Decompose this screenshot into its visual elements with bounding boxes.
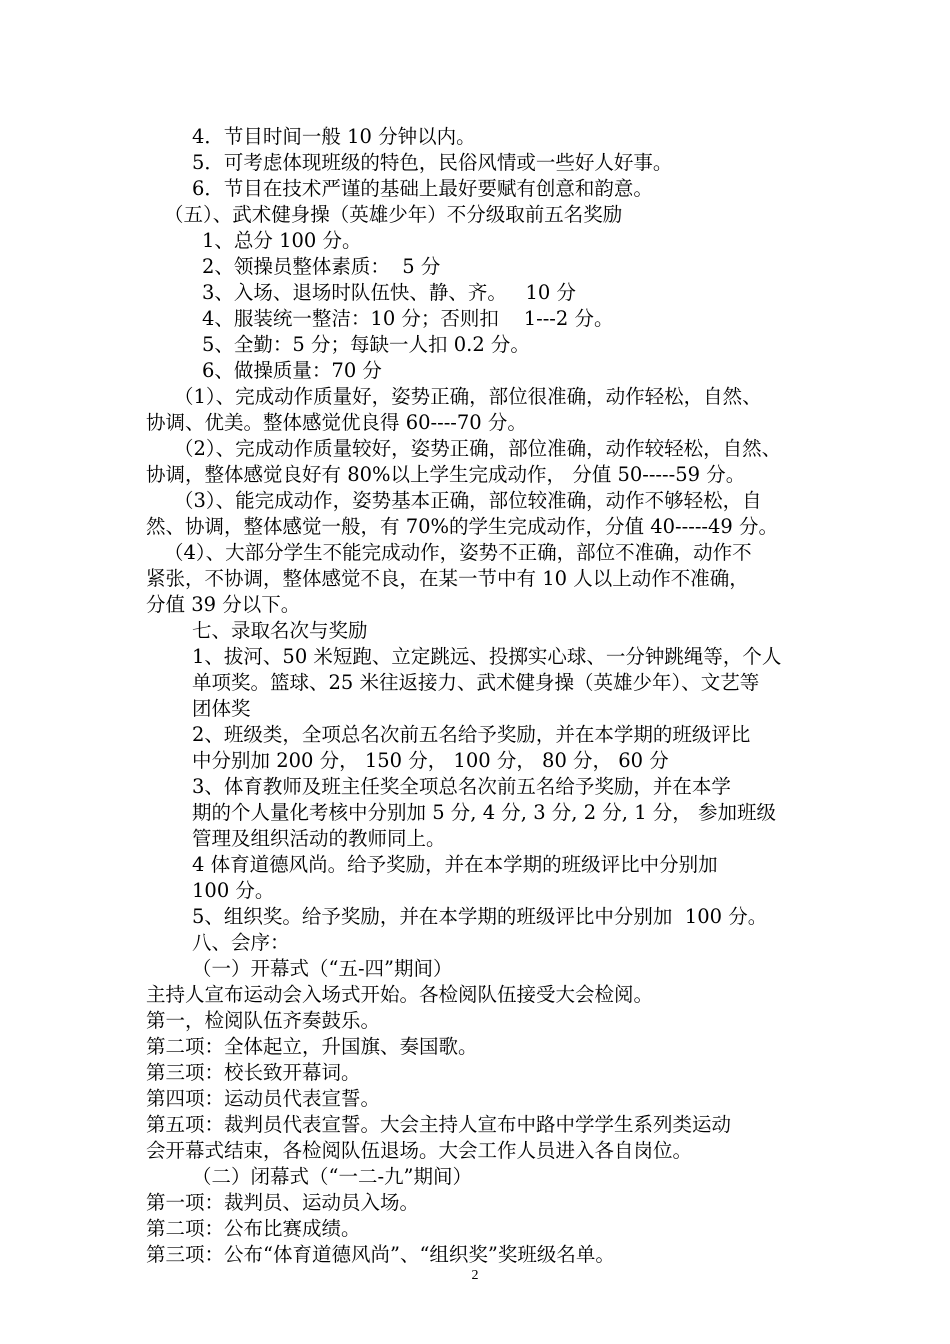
text-line: 第五项：裁判员代表宣誓。大会主持人宣布中路中学学生系列类运动 xyxy=(146,1113,732,1136)
text-line: 期的个人量化考核中分别加 5 分, 4 分, 3 分, 2 分, 1 分， 参加班级 xyxy=(192,801,777,824)
text-line: （2）、完成动作质量较好，姿势正确，部位准确，动作较轻松，自然、 xyxy=(174,437,782,460)
text-line: 6．节目在技术严谨的基础上最好要赋有创意和韵意。 xyxy=(192,177,653,200)
page-number: 2 xyxy=(471,1268,479,1283)
text-line: 紧张，不协调，整体感觉不良，在某一节中有 10 人以上动作不准确， xyxy=(146,567,749,590)
text-line: 1、总分 100 分。 xyxy=(202,229,362,252)
text-line: 2、领操员整体素质： 5 分 xyxy=(202,255,441,278)
text-line: 然、协调，整体感觉一般，有 70%的学生完成动作，分值 40-----49 分。 xyxy=(146,515,779,538)
text-line: 3、入场、退场时队伍快、静、齐。 10 分 xyxy=(202,281,577,304)
text-line: 会开幕式结束，各检阅队伍退场。大会工作人员进入各自岗位。 xyxy=(146,1139,693,1162)
text-line: 单项奖。篮球、25 米往返接力、武术健身操（英雄少年）、文艺等 xyxy=(192,671,760,694)
text-line: 第一，检阅队伍齐奏鼓乐。 xyxy=(146,1009,381,1032)
text-line: 5、组织奖。给予奖励，并在本学期的班级评比中分别加 100 分。 xyxy=(192,905,768,928)
section-heading: 七、录取名次与奖励 xyxy=(192,619,368,642)
text-line: 100 分。 xyxy=(192,879,275,902)
text-line: 1、拔河、50 米短跑、立定跳远、投掷实心球、一分钟跳绳等，个人 xyxy=(192,645,782,668)
text-line: 第二项：全体起立，升国旗、奏国歌。 xyxy=(146,1035,478,1058)
section-heading: （五）、武术健身操（英雄少年）不分级取前五名奖励 xyxy=(164,203,623,226)
sub-heading: （一）开幕式（“五-四”期间） xyxy=(192,957,453,980)
text-line: 协调、优美。整体感觉优良得 60----70 分。 xyxy=(146,411,527,434)
text-line: 2、班级类，全项总名次前五名给予奖励，并在本学期的班级评比 xyxy=(192,723,751,746)
text-line: 协调，整体感觉良好有 80%以上学生完成动作， 分值 50-----59 分。 xyxy=(146,463,746,486)
text-line: 4．节目时间一般 10 分钟以内。 xyxy=(192,125,476,148)
sub-heading: （二）闭幕式（“一二-九”期间） xyxy=(192,1165,473,1188)
text-line: 3、体育教师及班主任奖全项总名次前五名给予奖励，并在本学 xyxy=(192,775,731,798)
text-line: （1）、完成动作质量好，姿势正确，部位很准确，动作轻松，自然、 xyxy=(174,385,762,408)
text-line: 第二项：公布比赛成绩。 xyxy=(146,1217,361,1240)
text-line: 第一项：裁判员、运动员入场。 xyxy=(146,1191,420,1214)
text-line: 4 体育道德风尚。给予奖励，并在本学期的班级评比中分别加 xyxy=(192,853,718,876)
text-line: 4、服装统一整洁：10 分；否则扣 1---2 分。 xyxy=(202,307,614,330)
text-line: 团体奖 xyxy=(192,697,251,720)
text-line: 第三项：公布“体育道德风尚”、“组织奖”奖班级名单。 xyxy=(146,1243,615,1266)
section-heading: 八、会序： xyxy=(192,931,290,954)
text-line: 主持人宣布运动会入场式开始。各检阅队伍接受大会检阅。 xyxy=(146,983,654,1006)
text-line: 管理及组织活动的教师同上。 xyxy=(192,827,446,850)
text-line: 5．可考虑体现班级的特色，民俗风情或一些好人好事。 xyxy=(192,151,673,174)
text-line: 第三项：校长致开幕词。 xyxy=(146,1061,361,1084)
text-line: 中分别加 200 分， 150 分， 100 分， 80 分， 60 分 xyxy=(192,749,669,772)
text-line: 第四项：运动员代表宣誓。 xyxy=(146,1087,381,1110)
text-line: （3）、能完成动作，姿势基本正确，部位较准确，动作不够轻松，自 xyxy=(174,489,762,512)
text-line: （4）、大部分学生不能完成动作，姿势不正确，部位不准确，动作不 xyxy=(164,541,752,564)
text-line: 5、全勤：5 分；每缺一人扣 0.2 分。 xyxy=(202,333,530,356)
text-line: 6、做操质量：70 分 xyxy=(202,359,382,382)
text-line: 分值 39 分以下。 xyxy=(146,593,301,616)
